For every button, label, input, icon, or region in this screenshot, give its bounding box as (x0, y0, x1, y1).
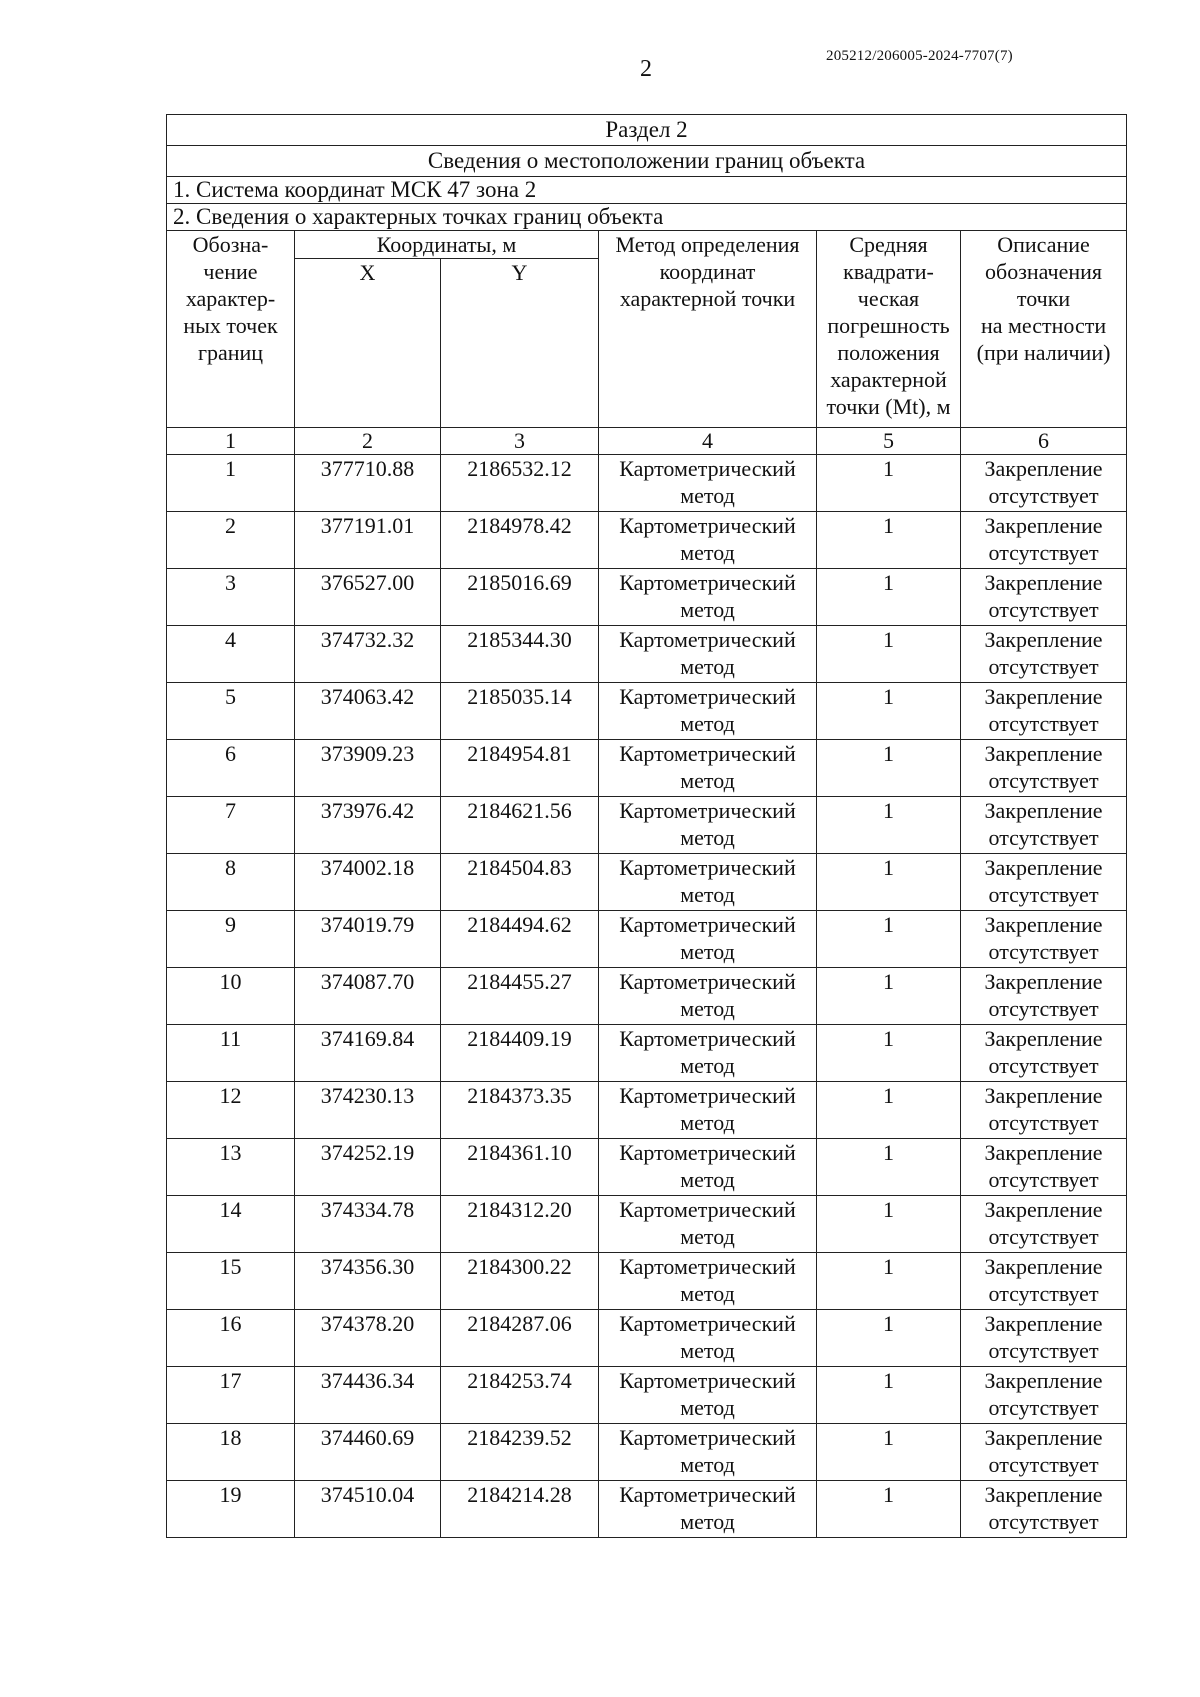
header-method: Метод определения координат характерной точки (599, 231, 817, 428)
header-y: Y (441, 259, 599, 428)
points-heading: 2. Сведения о характерных точках границ объекта (167, 204, 1127, 231)
coord-y: 2184253.74 (441, 1367, 599, 1424)
method: Картометрический метод (599, 1310, 817, 1367)
description: Закрепление отсутствует (961, 1367, 1127, 1424)
coord-y: 2184504.83 (441, 854, 599, 911)
description: Закрепление отсутствует (961, 740, 1127, 797)
table-row (167, 1310, 1127, 1367)
description: Закрепление отсутствует (961, 1481, 1127, 1538)
coord-x: 377191.01 (295, 512, 441, 569)
point-number: 19 (167, 1481, 295, 1538)
coord-x: 377710.88 (295, 455, 441, 512)
section-heading: Сведения о местоположении границ объекта (167, 146, 1127, 177)
table-row (167, 1139, 1127, 1196)
mean-error: 1 (817, 512, 961, 569)
coord-y: 2185035.14 (441, 683, 599, 740)
description: Закрепление отсутствует (961, 911, 1127, 968)
mean-error: 1 (817, 797, 961, 854)
section-title: Раздел 2 (167, 115, 1127, 146)
coord-x: 374436.34 (295, 1367, 441, 1424)
coord-y: 2184409.19 (441, 1025, 599, 1082)
coord-y: 2184455.27 (441, 968, 599, 1025)
point-number: 18 (167, 1424, 295, 1481)
method: Картометрический метод (599, 455, 817, 512)
point-number: 1 (167, 455, 295, 512)
point-number: 12 (167, 1082, 295, 1139)
description: Закрепление отсутствует (961, 1025, 1127, 1082)
mean-error: 1 (817, 569, 961, 626)
coord-x: 376527.00 (295, 569, 441, 626)
table-row (167, 740, 1127, 797)
description: Закрепление отсутствует (961, 797, 1127, 854)
method: Картометрический метод (599, 1139, 817, 1196)
table-row (167, 1082, 1127, 1139)
mean-error: 1 (817, 626, 961, 683)
description: Закрепление отсутствует (961, 1424, 1127, 1481)
column-number: 1 (167, 428, 295, 455)
coord-y: 2184373.35 (441, 1082, 599, 1139)
description: Закрепление отсутствует (961, 1082, 1127, 1139)
description: Закрепление отсутствует (961, 1310, 1127, 1367)
table-row (167, 854, 1127, 911)
coord-x: 374002.18 (295, 854, 441, 911)
coord-y: 2184214.28 (441, 1481, 599, 1538)
column-number: 3 (441, 428, 599, 455)
mean-error: 1 (817, 1310, 961, 1367)
method: Картометрический метод (599, 626, 817, 683)
mean-error: 1 (817, 1424, 961, 1481)
coord-y: 2184954.81 (441, 740, 599, 797)
method: Картометрический метод (599, 1025, 817, 1082)
point-number: 7 (167, 797, 295, 854)
coord-x: 374087.70 (295, 968, 441, 1025)
description: Закрепление отсутствует (961, 626, 1127, 683)
page-number: 2 (640, 56, 652, 82)
coord-x: 374169.84 (295, 1025, 441, 1082)
table-row (167, 683, 1127, 740)
method: Картометрический метод (599, 968, 817, 1025)
mean-error: 1 (817, 1196, 961, 1253)
coord-x: 374732.32 (295, 626, 441, 683)
point-number: 10 (167, 968, 295, 1025)
coord-x: 373909.23 (295, 740, 441, 797)
coord-x: 374334.78 (295, 1196, 441, 1253)
table-row (167, 1253, 1127, 1310)
coord-x: 374019.79 (295, 911, 441, 968)
mean-error: 1 (817, 1253, 961, 1310)
table-row (167, 968, 1127, 1025)
coord-y: 2184361.10 (441, 1139, 599, 1196)
point-number: 17 (167, 1367, 295, 1424)
column-number: 6 (961, 428, 1127, 455)
table-row (167, 1367, 1127, 1424)
table-row (167, 911, 1127, 968)
description: Закрепление отсутствует (961, 512, 1127, 569)
coord-x: 374510.04 (295, 1481, 441, 1538)
coordinate-system: 1. Система координат МСК 47 зона 2 (167, 177, 1127, 204)
table-row (167, 569, 1127, 626)
mean-error: 1 (817, 1082, 961, 1139)
coord-x: 374230.13 (295, 1082, 441, 1139)
point-number: 16 (167, 1310, 295, 1367)
method: Картометрический метод (599, 512, 817, 569)
table-row (167, 1481, 1127, 1538)
method: Картометрический метод (599, 797, 817, 854)
mean-error: 1 (817, 1025, 961, 1082)
method: Картометрический метод (599, 1367, 817, 1424)
mean-error: 1 (817, 968, 961, 1025)
method: Картометрический метод (599, 1481, 817, 1538)
column-number: 2 (295, 428, 441, 455)
mean-error: 1 (817, 455, 961, 512)
description: Закрепление отсутствует (961, 968, 1127, 1025)
description: Закрепление отсутствует (961, 854, 1127, 911)
table-row (167, 1025, 1127, 1082)
header-x: X (295, 259, 441, 428)
method: Картометрический метод (599, 1253, 817, 1310)
point-number: 4 (167, 626, 295, 683)
table-row (167, 512, 1127, 569)
description: Закрепление отсутствует (961, 1139, 1127, 1196)
point-number: 5 (167, 683, 295, 740)
description: Закрепление отсутствует (961, 1196, 1127, 1253)
coord-y: 2184287.06 (441, 1310, 599, 1367)
coord-y: 2184621.56 (441, 797, 599, 854)
mean-error: 1 (817, 740, 961, 797)
point-number: 15 (167, 1253, 295, 1310)
header-coordinates: Координаты, м (295, 231, 599, 259)
method: Картометрический метод (599, 1424, 817, 1481)
header-error: Средняя квадрати- ческая погрешность положения характерной точки (Mt), м (817, 231, 961, 428)
point-number: 3 (167, 569, 295, 626)
table-row (167, 455, 1127, 512)
point-number: 6 (167, 740, 295, 797)
coord-y: 2184978.42 (441, 512, 599, 569)
header-designation: Обозна- чение характер- ных точек границ (167, 231, 295, 428)
coord-x: 374063.42 (295, 683, 441, 740)
column-number: 4 (599, 428, 817, 455)
column-number: 5 (817, 428, 961, 455)
point-number: 13 (167, 1139, 295, 1196)
method: Картометрический метод (599, 911, 817, 968)
method: Картометрический метод (599, 854, 817, 911)
point-number: 11 (167, 1025, 295, 1082)
table-row (167, 1424, 1127, 1481)
coord-y: 2186532.12 (441, 455, 599, 512)
mean-error: 1 (817, 854, 961, 911)
point-number: 8 (167, 854, 295, 911)
coord-x: 374460.69 (295, 1424, 441, 1481)
coord-x: 374378.20 (295, 1310, 441, 1367)
mean-error: 1 (817, 683, 961, 740)
coord-x: 374252.19 (295, 1139, 441, 1196)
mean-error: 1 (817, 1481, 961, 1538)
mean-error: 1 (817, 1139, 961, 1196)
method: Картометрический метод (599, 683, 817, 740)
description: Закрепление отсутствует (961, 455, 1127, 512)
method: Картометрический метод (599, 1196, 817, 1253)
coord-y: 2185016.69 (441, 569, 599, 626)
point-number: 14 (167, 1196, 295, 1253)
point-number: 9 (167, 911, 295, 968)
mean-error: 1 (817, 911, 961, 968)
table-row (167, 1196, 1127, 1253)
coord-y: 2184312.20 (441, 1196, 599, 1253)
description: Закрепление отсутствует (961, 683, 1127, 740)
coord-y: 2184300.22 (441, 1253, 599, 1310)
method: Картометрический метод (599, 1082, 817, 1139)
header-description: Описание обозначения точки на местности (при наличии) (961, 231, 1127, 428)
method: Картометрический метод (599, 740, 817, 797)
table-row (167, 797, 1127, 854)
coord-y: 2185344.30 (441, 626, 599, 683)
point-number: 2 (167, 512, 295, 569)
boundary-points-table (166, 114, 1127, 1538)
coord-x: 373976.42 (295, 797, 441, 854)
document-id: 205212/206005-2024-7707(7) (826, 48, 1013, 64)
description: Закрепление отсутствует (961, 569, 1127, 626)
coord-y: 2184494.62 (441, 911, 599, 968)
coord-y: 2184239.52 (441, 1424, 599, 1481)
method: Картометрический метод (599, 569, 817, 626)
coord-x: 374356.30 (295, 1253, 441, 1310)
mean-error: 1 (817, 1367, 961, 1424)
table-row (167, 626, 1127, 683)
description: Закрепление отсутствует (961, 1253, 1127, 1310)
